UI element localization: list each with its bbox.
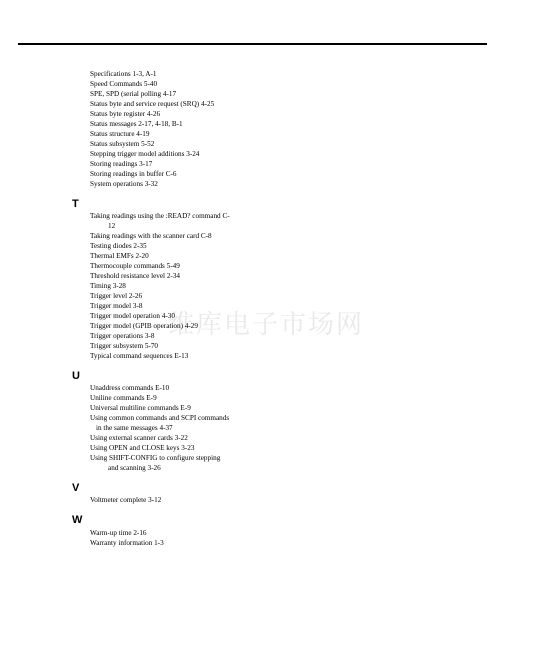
section-letter-w: W — [72, 514, 83, 526]
index-entry: Status byte register 4-26 — [90, 110, 161, 118]
index-entry: Timing 3-28 — [90, 282, 126, 290]
index-entry: Using external scanner cards 3-22 — [90, 434, 188, 442]
index-entry: Trigger model 3-8 — [90, 302, 143, 310]
index-entry: Taking readings with the scanner card C-8 — [90, 232, 212, 240]
section-letter-t: T — [72, 198, 79, 210]
index-entry-continuation: in the same messages 4-37 — [96, 424, 173, 432]
index-entry-continuation: and scanning 3-26 — [108, 464, 161, 472]
index-entry-continuation: 12 — [108, 222, 116, 230]
index-group-t — [90, 211, 230, 361]
index-entry: Thermocouple commands 5-49 — [90, 262, 180, 270]
index-entry: Speed Commands 5-40 — [90, 80, 158, 88]
index-entry: SPE, SPD (serial polling 4-17 — [90, 90, 177, 98]
index-group-s — [90, 69, 214, 189]
index-entry: Warm-up time 2-16 — [90, 529, 147, 537]
index-entry — [90, 413, 229, 433]
index-entry: Uniline commands E-9 — [90, 394, 157, 402]
index-entry-text: Taking readings using the :READ? command C- — [90, 212, 230, 220]
index-entry: System operations 3-32 — [90, 180, 158, 188]
section-letter-v: V — [72, 482, 80, 494]
index-entry: Threshold resistance level 2-34 — [90, 272, 181, 280]
index-group-w — [90, 528, 164, 548]
watermark: 维库电子市场网 — [168, 310, 365, 340]
index-entry: Using OPEN and CLOSE keys 3-23 — [90, 444, 195, 452]
index-entry: Trigger level 2-26 — [90, 292, 143, 300]
index-entry: Thermal EMFs 2-20 — [90, 252, 149, 260]
index-entry: Storing readings 3-17 — [90, 160, 153, 168]
index-entry: Testing diodes 2-35 — [90, 242, 147, 250]
index-entry-text: Using common commands and SCPI commands — [90, 414, 230, 422]
header-rule — [18, 43, 487, 45]
index-entry: Typical command sequences E-13 — [90, 352, 189, 360]
index-group-v — [90, 495, 161, 505]
index-entry: Trigger model (GPIB operation) 4-29 — [90, 322, 198, 330]
index-entry: Trigger operations 3-8 — [90, 332, 155, 340]
index-entry: Trigger subsystem 5-70 — [90, 342, 159, 350]
index-entry — [90, 453, 229, 473]
index-entry: Status byte and service request (SRQ) 4-25 — [90, 100, 215, 108]
index-group-u — [90, 383, 229, 473]
index-entry: Voltmeter complete 3-12 — [90, 496, 162, 504]
index-entry: Status structure 4-19 — [90, 130, 150, 138]
index-entry: Unaddress commands E-10 — [90, 384, 170, 392]
index-entry: Specifications 1-3, A-1 — [90, 70, 157, 78]
index-entry: Status subsystem 5-52 — [90, 140, 155, 148]
index-entry: Storing readings in buffer C-6 — [90, 170, 177, 178]
section-letter-u: U — [72, 370, 80, 382]
index-entry-text: Using SHIFT-CONFIG to configure stepping — [90, 454, 221, 462]
index-entry: Warranty information 1-3 — [90, 539, 164, 547]
index-entry: Trigger model operation 4-30 — [90, 312, 175, 320]
index-entry: Stepping trigger model additions 3-24 — [90, 150, 200, 158]
index-entry: Universal multiline commands E-9 — [90, 404, 191, 412]
index-entry — [90, 211, 230, 231]
index-entry: Status messages 2-17, 4-18, B-1 — [90, 120, 183, 128]
